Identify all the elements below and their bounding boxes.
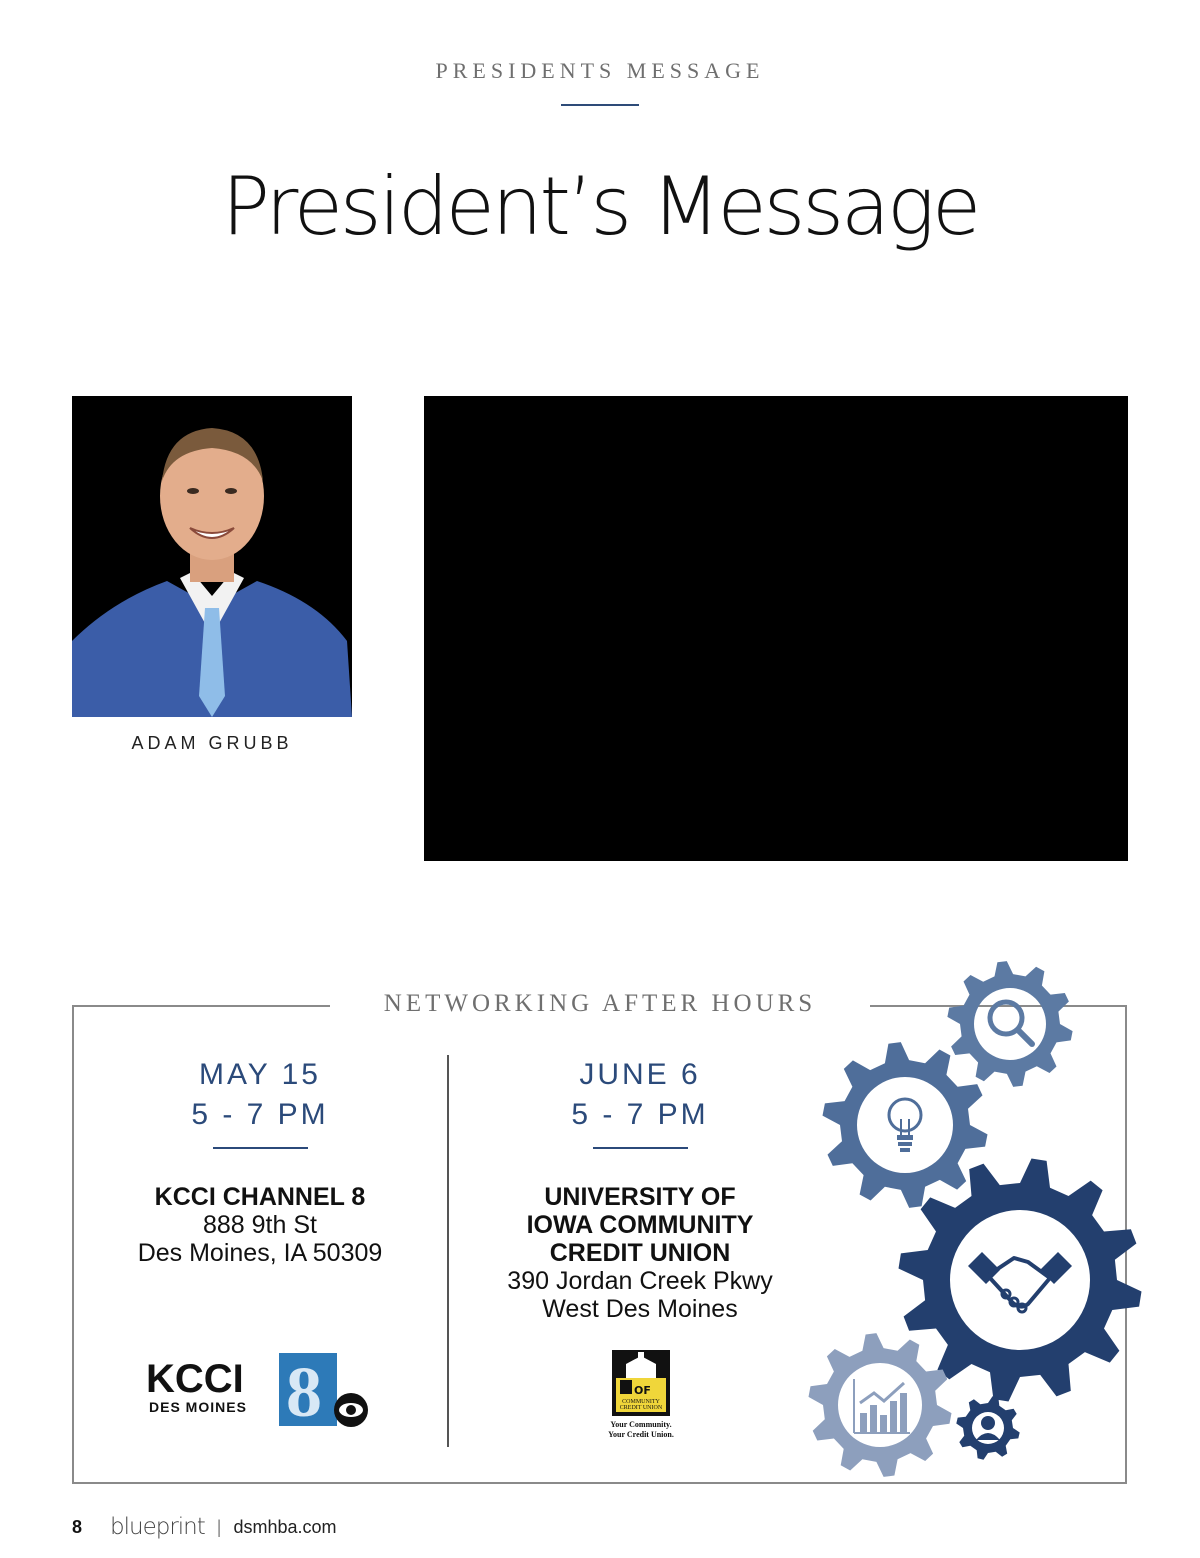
event-rule [593, 1147, 688, 1149]
video-player[interactable] [424, 396, 1128, 861]
event-venue: IOWA COMMUNITY [526, 1211, 754, 1239]
event-date: JUNE 6 [579, 1058, 701, 1091]
event-address-line: 888 9th St [203, 1211, 317, 1239]
search-icon [990, 1002, 1032, 1044]
page-number: 8 [72, 1516, 83, 1537]
footer-website-link[interactable]: dsmhba.com [233, 1516, 337, 1537]
uofi-logo-name: CREDIT UNION [619, 1405, 663, 1411]
president-name: ADAM GRUBB [131, 733, 293, 753]
gear-icon [809, 1333, 952, 1477]
uofi-cu-logo [606, 1350, 676, 1447]
event-rule [213, 1147, 308, 1149]
event-venue: UNIVERSITY OF [544, 1183, 736, 1211]
event-time: 5 - 7 PM [191, 1098, 329, 1131]
event-venue: KCCI CHANNEL 8 [154, 1183, 366, 1211]
page-title: President’s Message [221, 160, 979, 253]
gear-icon [899, 1159, 1142, 1402]
uofi-logo-name: COMMUNITY [622, 1399, 660, 1405]
handshake-icon [968, 1252, 1072, 1312]
uofi-logo-mark: OF [634, 1384, 651, 1397]
president-portrait-image [72, 396, 352, 717]
event-date: MAY 15 [199, 1058, 321, 1091]
event-address-line: Des Moines, IA 50309 [137, 1239, 383, 1267]
kcci-logo-subtext: DES MOINES [149, 1399, 247, 1415]
kcci-logo-text: KCCI [146, 1357, 244, 1401]
president-photo [72, 396, 352, 717]
brand-name: blueprint [110, 1514, 205, 1540]
bar-chart-icon [854, 1379, 910, 1433]
section-kicker: PRESIDENTS MESSAGE [435, 58, 765, 83]
gear-icon [823, 1042, 988, 1208]
gear-icon [947, 961, 1072, 1087]
kcci-logo [146, 1350, 376, 1435]
gears-illustration [800, 950, 1160, 1495]
lightbulb-icon [889, 1099, 921, 1152]
event-address-line: 390 Jordan Creek Pkwy [507, 1267, 773, 1295]
page-footer [72, 1514, 337, 1540]
networking-heading: NETWORKING AFTER HOURS [330, 990, 870, 1018]
event-may [80, 1055, 440, 1267]
footer-separator: | [216, 1516, 222, 1537]
event-venue: CREDIT UNION [549, 1239, 731, 1267]
event-address-line: West Des Moines [542, 1295, 738, 1323]
uofi-logo-tagline: Your Credit Union. [608, 1430, 674, 1439]
person-icon [976, 1416, 1000, 1440]
gears-graphic [800, 950, 1160, 1490]
event-time: 5 - 7 PM [571, 1098, 709, 1131]
kcci-channel-number: 8 [286, 1352, 322, 1430]
kicker-rule [561, 104, 639, 106]
event-divider [447, 1055, 449, 1447]
uofi-logo-tagline: Your Community. [610, 1420, 672, 1429]
event-june [470, 1055, 810, 1323]
